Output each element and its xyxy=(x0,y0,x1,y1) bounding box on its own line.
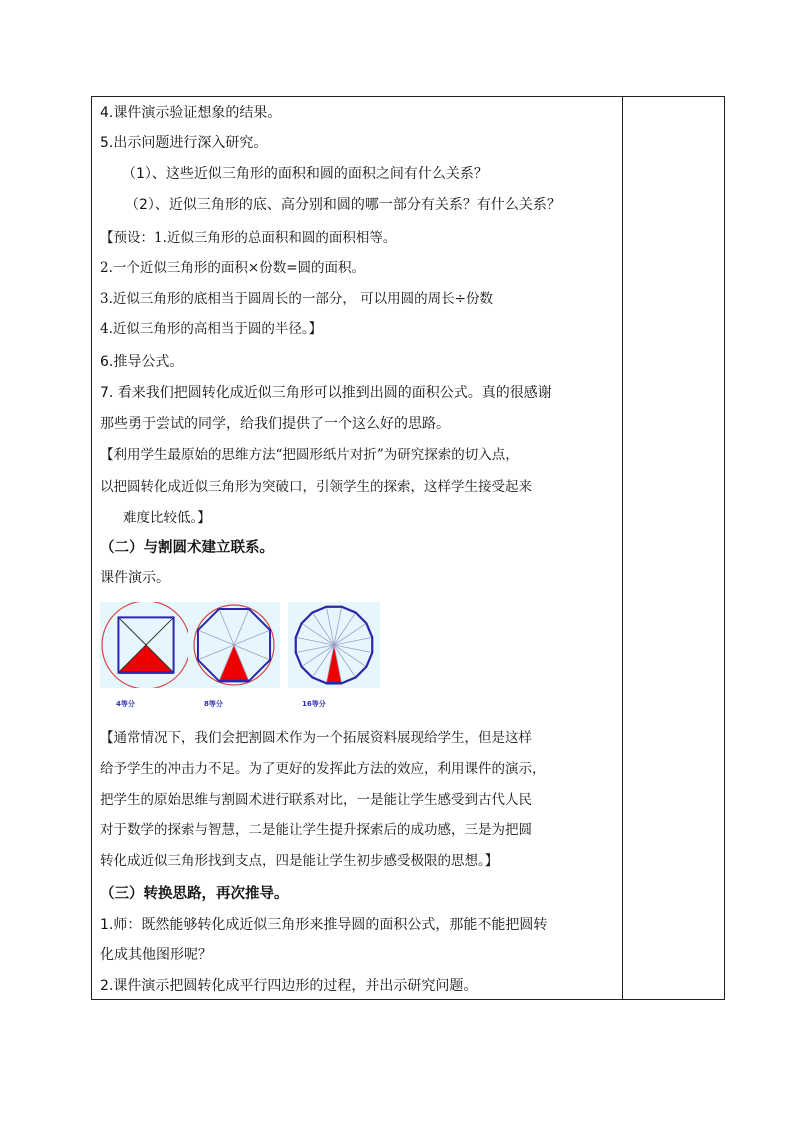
preset-2: 2.一个近似三角形的面积×份数=圆的面积。 xyxy=(100,260,366,276)
circle-division-figure xyxy=(100,602,192,688)
preset-1: 【预设：1.近似三角形的总面积和圆的面积相等。 xyxy=(100,230,397,246)
text-line: 那些勇于尝试的同学，给我们提供了一个这么好的思路。 xyxy=(100,416,450,432)
section-heading-2: （二）与割圆术建立联系。 xyxy=(100,540,274,556)
section-heading-3: （三）转换思路，再次推导。 xyxy=(100,886,289,902)
circle-division-figure xyxy=(288,602,380,688)
comment-line: 把学生的原始思维与割圆术进行联系对比，一是能让学生感受到古代人民 xyxy=(100,792,532,808)
comment-line: 给予学生的冲击力不足。为了更好的发挥此方法的效应，利用课件的演示， xyxy=(100,761,546,777)
text-line: 1.师：既然能够转化成近似三角形来推导圆的面积公式，那能不能把圆转 xyxy=(100,917,548,933)
comment-line: 【利用学生最原始的思维方法“把圆形纸片对折”为研究探索的切入点， xyxy=(100,447,519,463)
preset-4: 4.近似三角形的高相当于圆的半径。】 xyxy=(100,321,323,337)
figure-label: 16等分 xyxy=(302,700,326,708)
figure-panel-16 xyxy=(288,602,380,688)
question-2: （2）、近似三角形的底、高分别和圆的哪一部分有关系？有什么关系？ xyxy=(125,197,561,213)
column-divider xyxy=(622,97,623,999)
figure-label: 8等分 xyxy=(204,700,223,708)
red-triangle xyxy=(326,645,341,683)
text-line: 化成其他图形呢？ xyxy=(100,947,212,963)
question-1: （1）、这些近似三角形的面积和圆的面积之间有什么关系？ xyxy=(122,166,488,182)
red-triangle xyxy=(219,645,249,681)
text-line: 4.课件演示验证想象的结果。 xyxy=(100,105,282,121)
text-line: 课件演示。 xyxy=(100,570,170,586)
text-line: 7. 看来我们把圆转化成近似三角形可以推到出圆的面积公式。真的很感谢 xyxy=(100,385,552,401)
text-line: 6.推导公式。 xyxy=(100,354,184,370)
comment-line: 转化成近似三角形找到支点，四是能让学生初步感受极限的思想。】 xyxy=(100,853,499,869)
comment-line: 对于数学的探索与智慧，二是能让学生提升探索后的成功感，三是为把圆 xyxy=(100,822,532,838)
figure-panel-4 xyxy=(100,602,192,688)
circle-division-figure xyxy=(188,602,280,688)
comment-line: 难度比较低。】 xyxy=(123,510,211,526)
red-triangle xyxy=(118,645,173,673)
figure-label: 4等分 xyxy=(116,700,135,708)
figure-panel-8 xyxy=(188,602,280,688)
comment-line: 【通常情况下，我们会把割圆术作为一个拓展资料展现给学生，但是这样 xyxy=(100,730,532,746)
radius-line xyxy=(146,617,174,645)
text-line: 5.出示问题进行深入研究。 xyxy=(100,135,268,151)
radius-line xyxy=(118,617,146,645)
comment-line: 以把圆转化成近似三角形为突破口，引领学生的探索，这样学生接受起来 xyxy=(100,479,532,495)
text-line: 2.课件演示把圆转化成平行四边形的过程，并出示研究问题。 xyxy=(100,978,478,994)
preset-3: 3.近似三角形的底相当于圆周长的一部分， 可以用圆的周长÷份数 xyxy=(100,291,493,307)
